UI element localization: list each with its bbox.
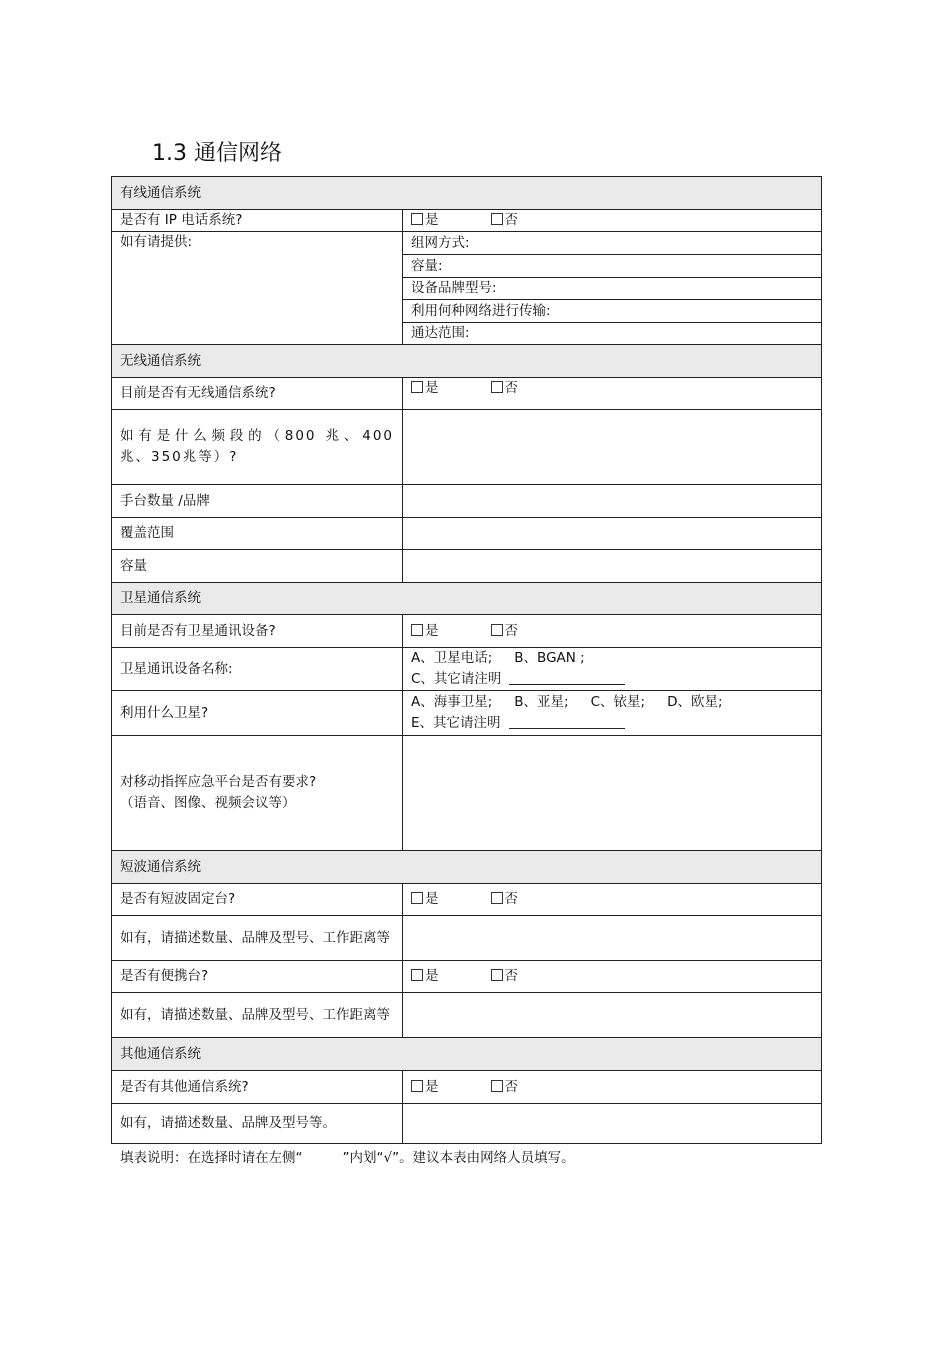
wireless-has-answer [403,378,822,410]
other-has-question: 是否有其他通信系统? [112,1071,403,1104]
platform-question: 对移动指挥应急平台是否有要求? （语音、图像、视频会议等） [112,736,403,851]
section-title: 1.3 通信网络 [152,141,282,166]
communication-network-form [111,176,822,1144]
device-model-field[interactable]: 设备品牌型号: [403,278,822,300]
shortwave-portable-desc-question: 如有，请描述数量、品牌及型号、工作距离等 [112,993,403,1038]
wireless-capacity-question: 容量 [112,550,403,583]
option-asiasat[interactable]: B、亚星; [514,694,569,710]
satellite-which-answer [403,691,822,736]
wireless-section-header: 无线通信系统 [112,345,822,378]
yes-checkbox[interactable]: 是 [411,1077,439,1098]
satellite-has-answer [403,615,822,648]
wireless-band-answer[interactable] [403,410,822,485]
no-checkbox[interactable]: 否 [491,966,519,987]
no-checkbox[interactable]: 否 [491,889,519,910]
transmission-network-field[interactable]: 利用何种网络进行传输: [403,300,822,323]
coverage-question: 覆盖范围 [112,518,403,550]
option-other[interactable]: E、其它请注明 [411,715,501,731]
no-checkbox[interactable]: 否 [491,1077,519,1098]
yes-checkbox[interactable]: 是 [411,210,439,231]
wired-provide-label: 如有请提供: [112,232,403,345]
other-section-header: 其他通信系统 [112,1038,822,1071]
capacity-field[interactable]: 容量: [403,255,822,278]
shortwave-portable-question: 是否有便携台? [112,961,403,993]
option-bgan[interactable]: B、BGAN ; [514,650,585,666]
satellite-has-question: 目前是否有卫星通讯设备? [112,615,403,648]
wireless-has-question: 目前是否有无线通信系统? [112,378,403,410]
no-checkbox[interactable]: 否 [491,210,519,231]
coverage-answer[interactable] [403,518,822,550]
wired-ip-question: 是否有 IP 电话系统? [112,210,403,232]
other-has-answer [403,1071,822,1104]
wireless-capacity-answer[interactable] [403,550,822,583]
option-iridium[interactable]: C、铱星; [590,694,646,710]
satellite-which-question: 利用什么卫星? [112,691,403,736]
network-mode-field[interactable]: 组网方式: [403,232,822,255]
form-instructions: 填表说明：在选择时请在左侧“ ”内划“√”。建议本表由网络人员填写。 [120,1150,575,1166]
yes-checkbox[interactable]: 是 [411,966,439,987]
satellite-section-header: 卫星通信系统 [112,583,822,615]
handset-question: 手台数量 /品牌 [112,485,403,518]
shortwave-fixed-question: 是否有短波固定台? [112,884,403,916]
option-inmarsat[interactable]: A、海事卫星; [411,694,493,710]
option-satellite-phone[interactable]: A、卫星电话; [411,650,493,666]
no-checkbox[interactable]: 否 [491,621,519,642]
shortwave-fixed-answer [403,884,822,916]
yes-checkbox[interactable]: 是 [411,378,439,399]
handset-answer[interactable] [403,485,822,518]
shortwave-portable-answer [403,961,822,993]
wired-ip-answer [403,210,822,232]
shortwave-portable-desc-answer[interactable] [403,993,822,1038]
wired-section-header: 有线通信系统 [112,177,822,210]
yes-checkbox[interactable]: 是 [411,621,439,642]
reach-range-field[interactable]: 通达范围: [403,323,822,345]
option-other[interactable]: C、其它请注明 [411,671,502,687]
platform-answer[interactable] [403,736,822,851]
yes-checkbox[interactable]: 是 [411,889,439,910]
wireless-band-question: 如有是什么频段的（800 兆、400 兆、350兆等）? [112,410,403,485]
satellite-name-answer [403,648,822,691]
other-blank-line[interactable] [509,671,625,685]
no-checkbox[interactable]: 否 [491,378,519,399]
other-desc-question: 如有，请描述数量、品牌及型号等。 [112,1104,403,1144]
shortwave-fixed-desc-question: 如有，请描述数量、品牌及型号、工作距离等 [112,916,403,961]
shortwave-fixed-desc-answer[interactable] [403,916,822,961]
satellite-name-question: 卫星通讯设备名称: [112,648,403,691]
other-desc-answer[interactable] [403,1104,822,1144]
shortwave-section-header: 短波通信系统 [112,851,822,884]
option-eutelsat[interactable]: D、欧星; [667,694,723,710]
other-blank-line[interactable] [509,715,625,729]
